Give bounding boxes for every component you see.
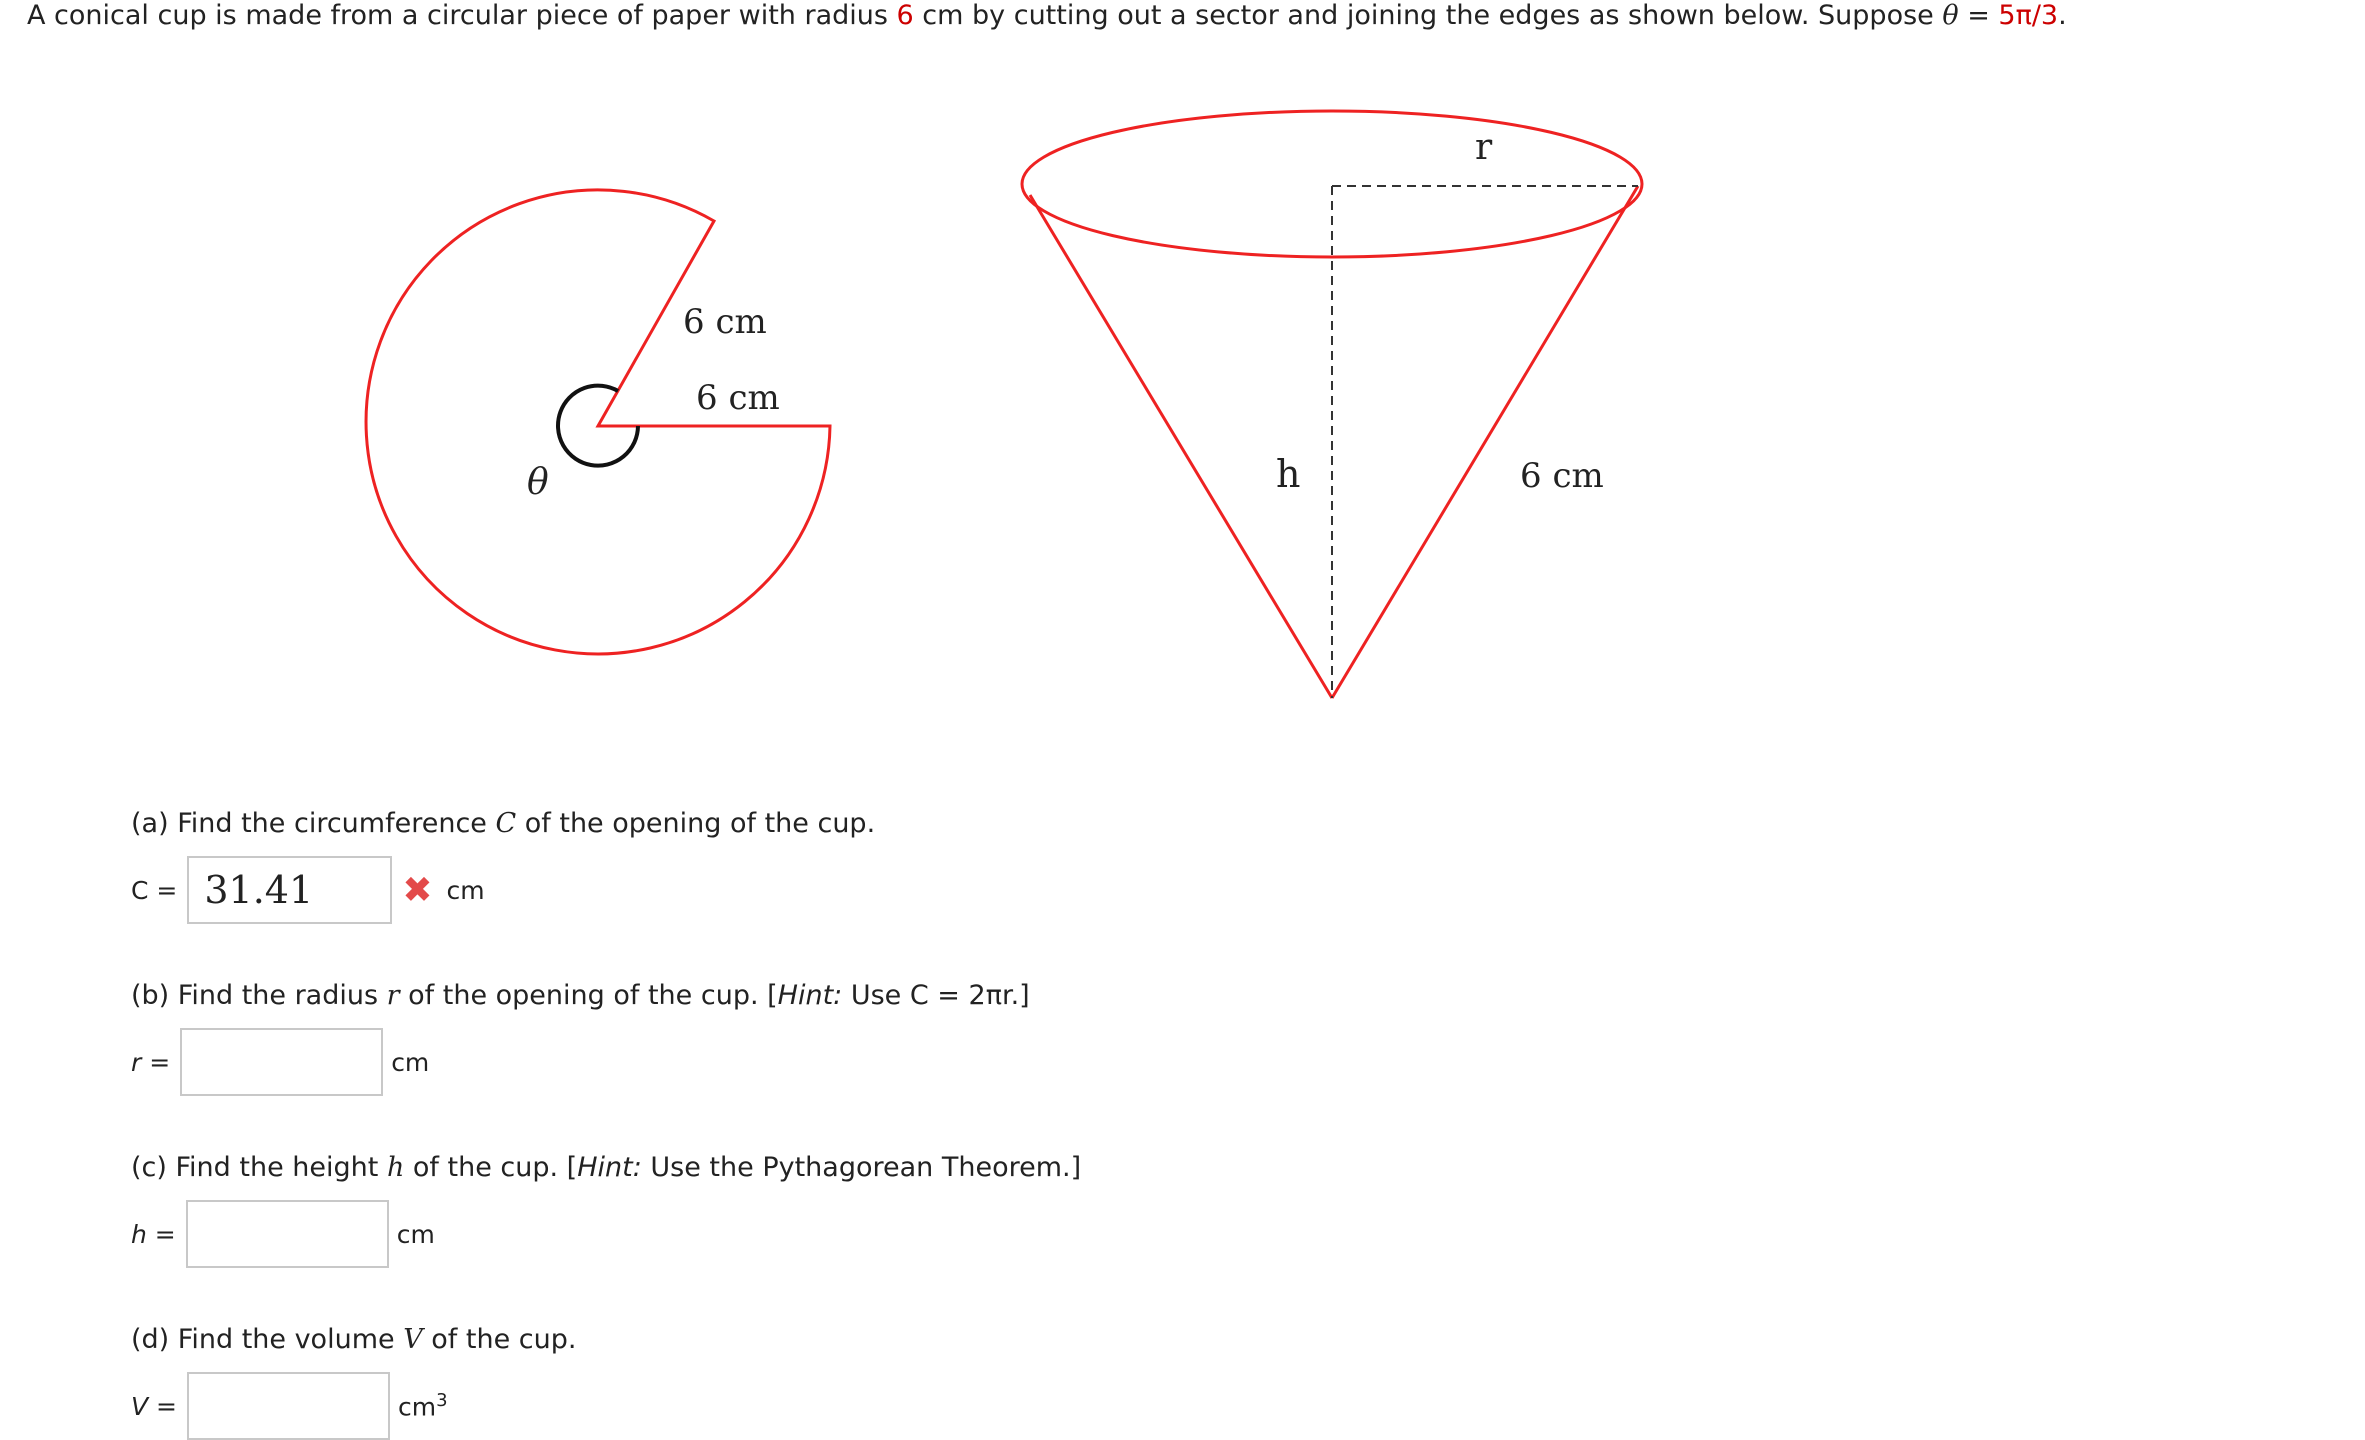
- unit-c: cm: [396, 1219, 435, 1249]
- intro-theta: θ: [1942, 0, 1959, 31]
- label-r: r =: [131, 1047, 171, 1077]
- var-C: C: [495, 808, 517, 839]
- cone-left-edge: [1030, 195, 1332, 698]
- hint-b: Hint:: [777, 980, 843, 1011]
- intro-text-1: A conical cup is made from a circular piece of paper with radius: [27, 0, 897, 31]
- cone-right-edge: [1332, 186, 1638, 698]
- wrong-x-icon: ✖: [402, 869, 433, 911]
- answer-row-a: [131, 856, 485, 924]
- question-d: (d) Find the volume V of the cup.: [131, 1324, 577, 1355]
- paper-sector-outline: [366, 190, 830, 654]
- answer-row-c: [131, 1200, 435, 1268]
- circle-label-outer: 6 cm: [683, 302, 767, 342]
- intro-period: .: [2058, 0, 2067, 31]
- label-V: V =: [131, 1391, 177, 1421]
- question-a: (a) Find the circumference C of the opening of the cup.: [131, 808, 876, 839]
- circle-label-inner: 6 cm: [696, 378, 780, 418]
- cone-label-r: r: [1475, 127, 1493, 168]
- intro-theta-value: 5π/3: [1998, 0, 2059, 31]
- hint-c: Hint:: [577, 1152, 642, 1183]
- radius-input[interactable]: [180, 1028, 383, 1096]
- circumference-input[interactable]: 31.41: [187, 856, 392, 924]
- unit-b: cm: [391, 1047, 430, 1077]
- answer-row-b: [131, 1028, 429, 1096]
- volume-input[interactable]: [187, 1372, 390, 1440]
- cone-label-h: h: [1276, 452, 1301, 496]
- intro-equals: =: [1958, 0, 1999, 31]
- unit-d-exponent: 3: [436, 1390, 448, 1412]
- unit-d: $cm^3$: [398, 1390, 448, 1422]
- var-h: h: [386, 1152, 405, 1183]
- var-V: V: [403, 1324, 423, 1355]
- cone-label-slant: 6 cm: [1520, 456, 1604, 496]
- theta-label: θ: [527, 462, 549, 503]
- label-h: h =: [131, 1219, 176, 1249]
- label-C: C =: [131, 875, 178, 905]
- answer-row-d: [131, 1372, 448, 1440]
- intro-text-2: cm by cutting out a sector and joining the edges as shown below. Suppose: [913, 0, 1943, 31]
- question-c: (c) Find the height h of the cup. [Hint: Use the Pythagorean Theorem.]: [131, 1152, 1082, 1183]
- var-r: r: [386, 980, 400, 1011]
- height-input[interactable]: [186, 1200, 389, 1268]
- intro-radius-value: 6: [896, 0, 914, 31]
- question-b: (b) Find the radius r of the opening of the cup. [Hint: Use C = 2πr.]: [131, 980, 1030, 1011]
- unit-a: cm: [446, 875, 485, 905]
